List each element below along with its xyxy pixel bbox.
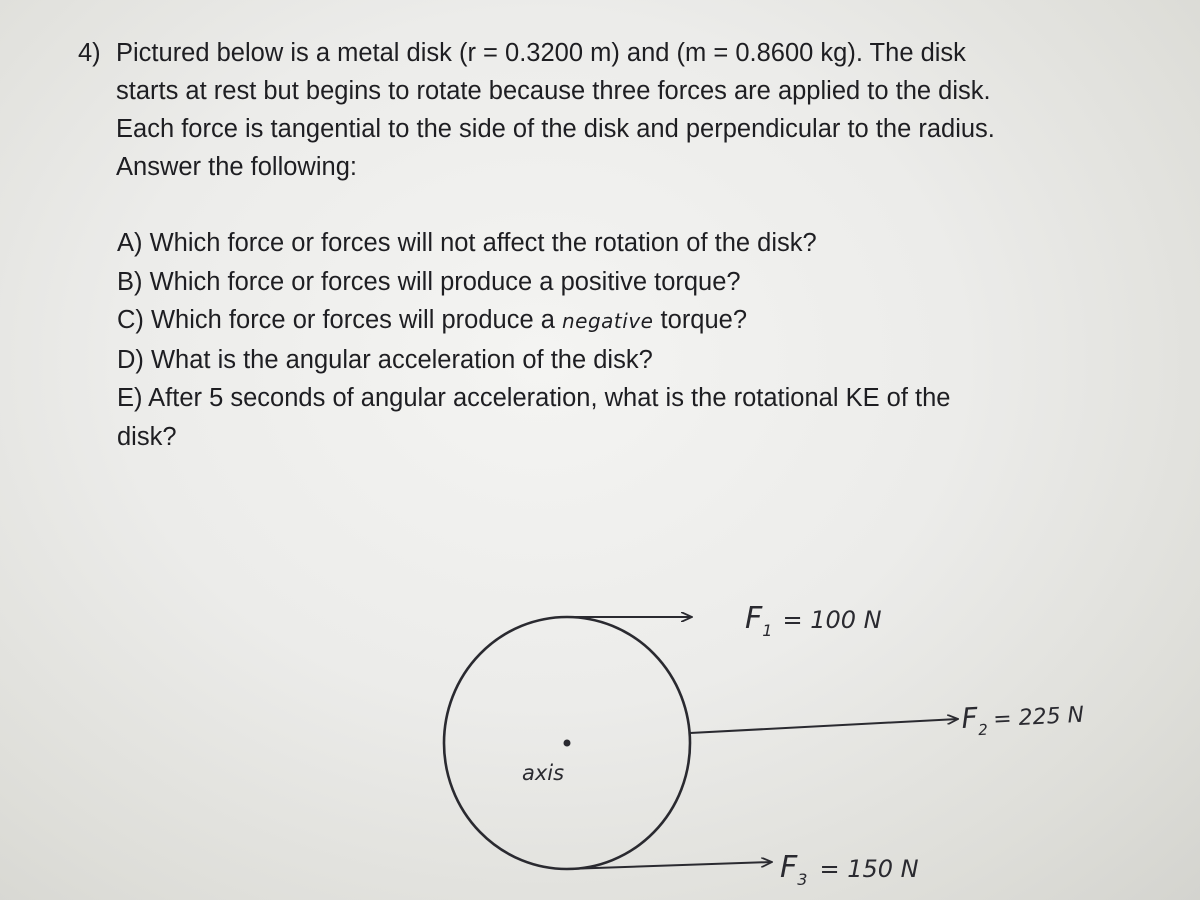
axis-point (564, 740, 571, 747)
question-e-line-2: disk? (117, 422, 177, 451)
question-c-end: torque? (653, 306, 748, 334)
force-1-symbol: F (745, 601, 763, 636)
axis-label: axis (522, 761, 565, 785)
force-2-value: = 225 N (992, 702, 1085, 733)
question-b: B) Which force or forces will produce a positive torque? (117, 267, 741, 296)
force-3-symbol: F (780, 850, 798, 885)
intro-line-4: Answer the following: (116, 153, 357, 181)
force-3-value: = 150 N (819, 855, 919, 883)
force-3-subscript: 3 (797, 870, 808, 889)
force-1-label (745, 601, 882, 640)
question-e-line-1: E) After 5 seconds of angular acceleration, what is the rotational KE of the (117, 384, 951, 412)
force-3-label (780, 850, 919, 889)
question-number: 4) (78, 39, 101, 67)
force-1-value: = 100 N (782, 606, 882, 634)
force-2-label (961, 696, 1085, 740)
question-d: D) What is the angular acceleration of the disk? (117, 345, 653, 374)
intro-line-3: Each force is tangential to the side of the disk and perpendicular to the radius. (116, 115, 995, 143)
force-2-symbol: F (960, 701, 979, 735)
force-2-arrow (690, 719, 958, 733)
question-c-start: C) Which force or forces will produce a (117, 306, 562, 334)
question-c-handwritten-word: negative (561, 309, 654, 333)
force-2-subscript: 2 (977, 720, 989, 740)
intro-line-1: Pictured below is a metal disk (r = 0.3200 m) and (m = 0.8600 kg). The disk (116, 39, 966, 67)
force-1-subscript: 1 (762, 621, 773, 640)
question-a: A) Which force or forces will not affect the rotation of the disk? (117, 229, 817, 257)
intro-line-2: starts at rest but begins to rotate because three forces are applied to the disk. (116, 77, 991, 105)
